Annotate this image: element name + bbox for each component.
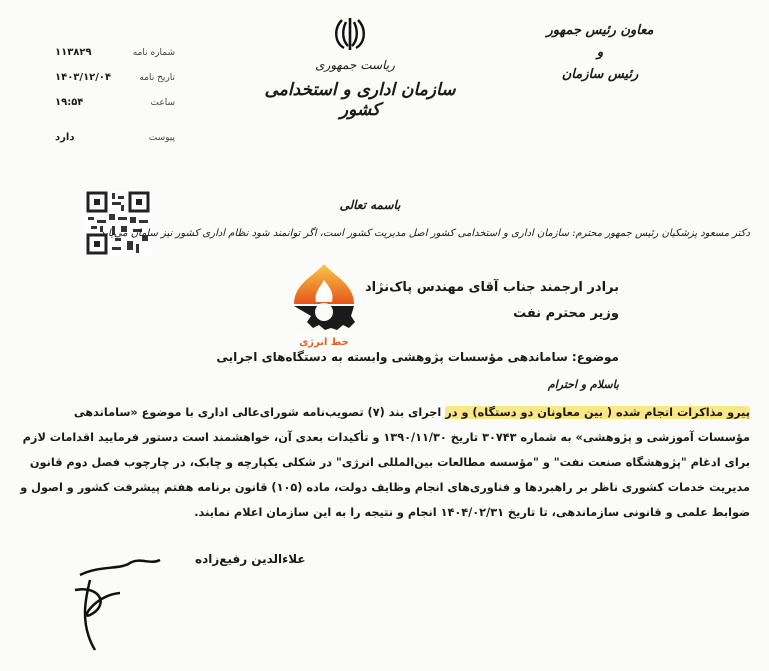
handwritten-signature-icon: [60, 545, 210, 655]
body-line: مؤسسات آموزشی و پژوهشی» به شماره ۳۰۷۴۳ تاریخ ۱۳۹۰/۱۱/۳۰ و تأکیدات بعدی آن، خواهشمند است دستور فرمایید اقدامات لازم: [22, 431, 750, 444]
letter-metadata: [55, 40, 175, 150]
meta-label: شماره نامه: [132, 47, 175, 58]
body-line: [73, 400, 750, 425]
meta-attachment: [55, 125, 175, 150]
bismillah: باسمه تعالی: [339, 198, 401, 212]
sender-title-line: معاون رئیس جمهور: [546, 23, 654, 38]
handwritten-note: دکتر مسعود پزشکیان رئیس جمهور محترم: سازمان اداری و استخدامی کشور اصل مدیریت کشور است، اگر توانمند شود نظام اداری کشور نیز سامان می‌یابد.: [96, 228, 750, 239]
subject-line: موضوع: ساماندهی مؤسسات پژوهشی وابسته به دستگاه‌های اجرایی: [216, 350, 619, 364]
meta-label: ساعت: [150, 97, 175, 108]
body-line: مدیریت خدمات کشوری ناظر بر راهبردها و فناوری‌های انجام وظایف دولت، ماده (۱۰۵) قانون برنامه هفتم پیشرفت کشور و اصول و: [20, 481, 750, 494]
meta-label: تاریخ نامه: [139, 72, 175, 83]
sender-title-line: و: [596, 45, 604, 60]
meta-date: [55, 65, 175, 90]
body-text: اجرای بند (۷) تصویب‌نامه شورای‌عالی اداری با موضوع «ساماندهی: [73, 406, 446, 419]
sender-title-line: رئیس سازمان: [561, 67, 639, 82]
signatory-name: علاءالدین رفیع‌زاده: [195, 552, 306, 566]
recipient-name: برادر ارجمند جناب آقای مهندس پاک‌نژاد: [365, 280, 619, 295]
svg-text:خط انرژی: خط انرژی: [299, 337, 349, 348]
recipient: [365, 275, 619, 327]
letter-body: [20, 400, 750, 525]
meta-number: [55, 40, 175, 65]
meta-time: [55, 90, 175, 115]
meta-value: دارد: [55, 132, 75, 143]
meta-value: ۱۱۳۸۲۹: [55, 47, 92, 58]
meta-value: ۱۴۰۳/۱۲/۰۴: [55, 72, 112, 83]
iran-emblem-icon: [330, 14, 370, 54]
body-line: ضوابط علمی و قانونی سازماندهی، تا تاریخ ۱۴۰۴/۰۲/۳۱ انجام و نتیجه را به این سازمان اعلام نمایند.: [194, 506, 750, 519]
meta-label: پیوست: [148, 132, 175, 143]
body-line: برای ادغام "پژوهشگاه صنعت نفت" و "مؤسسه مطالعات بین‌المللی انرژی" در شکلی یکپارچه و چابک، در چارچوب فصل دوم قانون: [29, 456, 750, 469]
qr-code-icon: [85, 190, 151, 256]
highlighted-text: پیرو مذاکرات انجام شده ( بین معاونان دو دستگاه) و در: [445, 406, 750, 419]
recipient-title: وزیر محترم نفت: [513, 306, 619, 321]
meta-value: ۱۹:۵۴: [55, 97, 84, 108]
salutation: باسلام و احترام: [547, 378, 619, 391]
presidency-label: ریاست جمهوری: [315, 58, 395, 72]
energy-logo-watermark: [290, 262, 358, 350]
sender-title: [540, 20, 660, 86]
organization-name: سازمان اداری و استخدامی کشور: [264, 80, 456, 120]
